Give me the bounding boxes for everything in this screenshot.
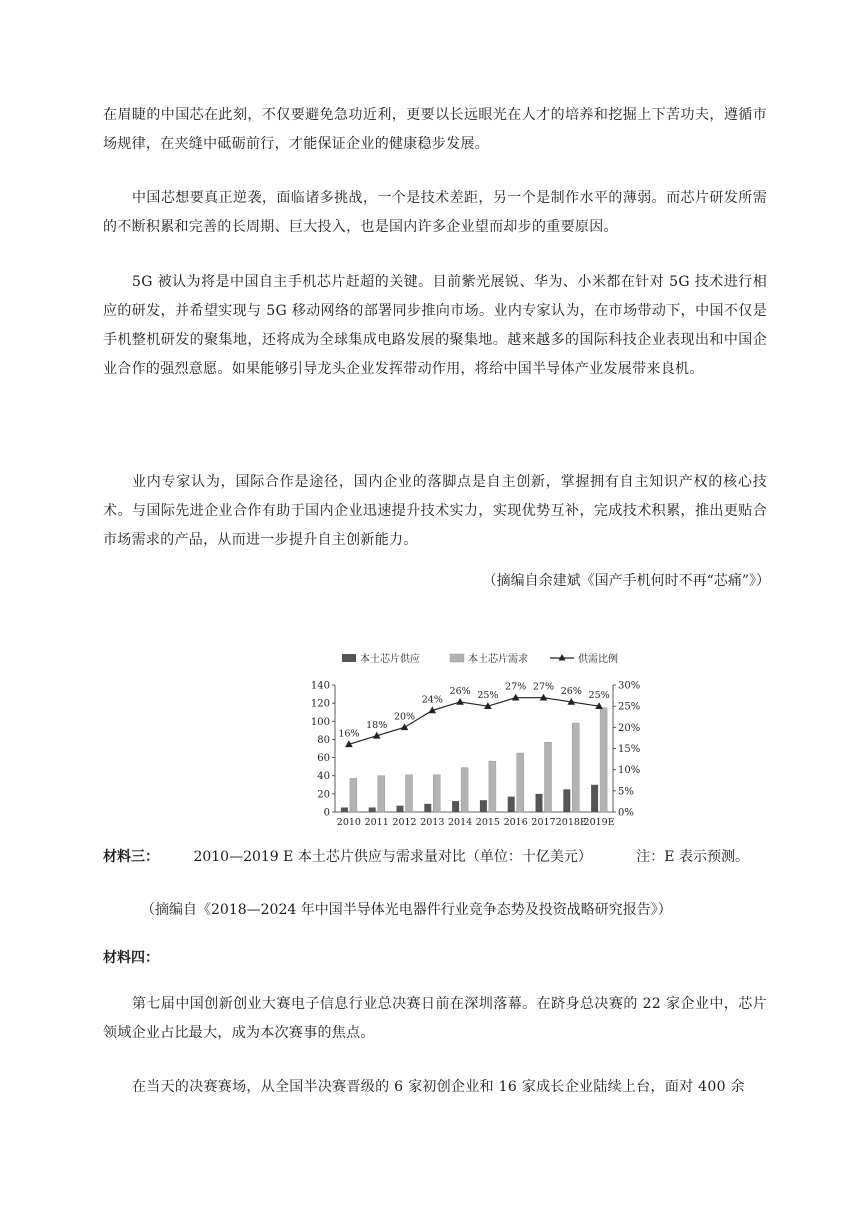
legend-label-supply: 本土芯片供应 <box>360 654 420 665</box>
x-tick-label: 2016 <box>503 817 528 828</box>
ratio-data-label: 20% <box>393 711 416 723</box>
material-3-label: 材料三： <box>103 849 159 865</box>
ratio-data-label: 24% <box>421 694 443 706</box>
caption-text: 2010—2019 E 本土芯片供应与需求量对比（单位：十亿美元） <box>193 849 592 865</box>
y-tick-label: 140 <box>310 680 330 692</box>
ratio-point <box>512 694 520 701</box>
paragraph-2: 中国芯想要真正逆袭，面临诸多挑战，一个是技术差距，另一个是制作水平的薄弱。而芯片研发所需的不断积累和完善的长周期、巨大投入，也是国内许多企业望而却步的重要原因。 <box>103 190 767 235</box>
x-tick-label: 2015 <box>475 817 500 828</box>
x-tick-label: 2019E <box>583 817 615 828</box>
material-4-label: 材料四： <box>103 950 159 966</box>
supply-bar <box>563 789 570 812</box>
x-tick-label: 2011 <box>364 817 389 828</box>
y-tick-label: 40 <box>317 771 330 783</box>
y2-tick-label: 20% <box>618 722 641 734</box>
ratio-point <box>401 723 409 730</box>
x-tick-label: 2013 <box>420 817 445 828</box>
supply-bar <box>591 785 598 812</box>
legend-label-ratio: 供需比例 <box>578 654 618 665</box>
demand-bar <box>461 768 468 812</box>
caption-note: 注：E 表示预测。 <box>636 849 749 865</box>
paragraph-4: 业内专家认为，国际合作是途径，国内企业的落脚点是自主创新，掌握拥有自主知识产权的核心技术。与国际先进企业合作有助于国内企业迅速提升技术实力，实现优势互补，完成技术积累，推出更贴合市场需求的产品，从而进一步提升自主创新能力。 <box>103 474 767 548</box>
supply-bar <box>452 801 459 812</box>
y-tick-label: 20 <box>317 789 330 801</box>
demand-bar <box>406 775 413 812</box>
supply-bar <box>536 794 543 812</box>
y2-tick-label: 30% <box>618 680 641 692</box>
y-tick-label: 80 <box>317 734 330 746</box>
y2-tick-label: 10% <box>618 765 641 777</box>
x-tick-label: 2012 <box>392 817 417 828</box>
ratio-data-label: 27% <box>505 681 527 693</box>
y-tick-label: 120 <box>310 698 330 710</box>
y-tick-label: 60 <box>317 753 330 765</box>
y2-tick-label: 0% <box>618 807 634 819</box>
ratio-data-label: 25% <box>477 690 499 702</box>
ratio-data-label: 18% <box>366 719 388 731</box>
material-4-paragraph-1: 第七届中国创新创业大赛电子信息行业总决赛日前在深圳落幕。在跻身总决赛的 22 家企业中，芯片领域企业占比最大，成为本次赛事的焦点。 <box>103 996 767 1041</box>
demand-bar <box>572 723 579 812</box>
paragraph-3: 5G 被认为将是中国自主手机芯片赶超的关键。目前紫光展锐、华为、小米都在针对 5G 技术进行相应的研发，并希望实现与 5G 移动网络的部署同步推向市场。业内专家认为，在市场带动下，中国不仅是手机整机研发的聚集地，还将成为全球集成电路发展的聚集地。越来越多的国际科技企业表现出和中国企业合作的强烈意愿。如果能够引导龙头企业发挥带动作用，将给中国半导体产业发展带来良机。 <box>103 274 767 377</box>
x-tick-label: 2010 <box>336 817 361 828</box>
y2-tick-label: 5% <box>618 786 634 798</box>
ratio-point <box>456 698 464 705</box>
y2-tick-label: 15% <box>618 744 641 755</box>
chart-caption <box>103 847 749 867</box>
legend-marker-ratio <box>559 654 566 661</box>
demand-bar <box>600 708 607 812</box>
demand-bar <box>350 778 357 812</box>
x-tick-label: 2018E <box>555 817 587 828</box>
supply-bar <box>369 807 376 812</box>
supply-bar <box>508 797 515 812</box>
ratio-point <box>540 694 548 701</box>
ratio-data-label: 26% <box>449 685 471 697</box>
supply-bar <box>397 806 404 812</box>
legend-swatch-supply <box>342 654 356 662</box>
ratio-data-label: 16% <box>338 728 360 740</box>
supply-bar <box>480 800 487 812</box>
material-4-paragraph-2: 在当天的决赛赛场，从全国半决赛晋级的 6 家初创企业和 16 家成长企业陆续上台，面对 400 余 <box>132 1079 745 1095</box>
paragraph-1: 在眉睫的中国芯在此刻，不仅要避免急功近利，更要以长远眼光在人才的培养和挖掘上下苦功夫，遵循市场规律，在夹缝中砥砺前行，才能保证企业的健康稳步发展。 <box>103 107 767 152</box>
y-tick-label: 0 <box>323 807 330 819</box>
legend-label-demand: 本土芯片需求 <box>468 654 528 665</box>
demand-bar <box>545 742 552 812</box>
ratio-data-label: 25% <box>588 690 610 702</box>
source-citation-1: （摘编自余建斌《国产手机何时不再“芯痛”》） <box>482 573 770 589</box>
ratio-data-label: 26% <box>560 685 582 697</box>
y2-tick-label: 25% <box>618 701 641 713</box>
demand-bar <box>433 775 440 812</box>
demand-bar <box>378 776 385 812</box>
supply-bar <box>341 807 348 812</box>
x-tick-label: 2017 <box>531 817 556 828</box>
source-citation-2: （摘编自《2018—2024 年中国半导体光电器件行业竞争态势及投资战略研究报告》） <box>141 902 672 918</box>
supply-demand-chart <box>300 650 660 830</box>
supply-bar <box>424 804 431 812</box>
x-tick-label: 2014 <box>448 817 473 828</box>
legend-swatch-demand <box>450 654 464 662</box>
demand-bar <box>489 761 496 812</box>
ratio-data-label: 27% <box>532 681 555 693</box>
demand-bar <box>517 753 524 812</box>
y-tick-label: 100 <box>310 716 330 728</box>
